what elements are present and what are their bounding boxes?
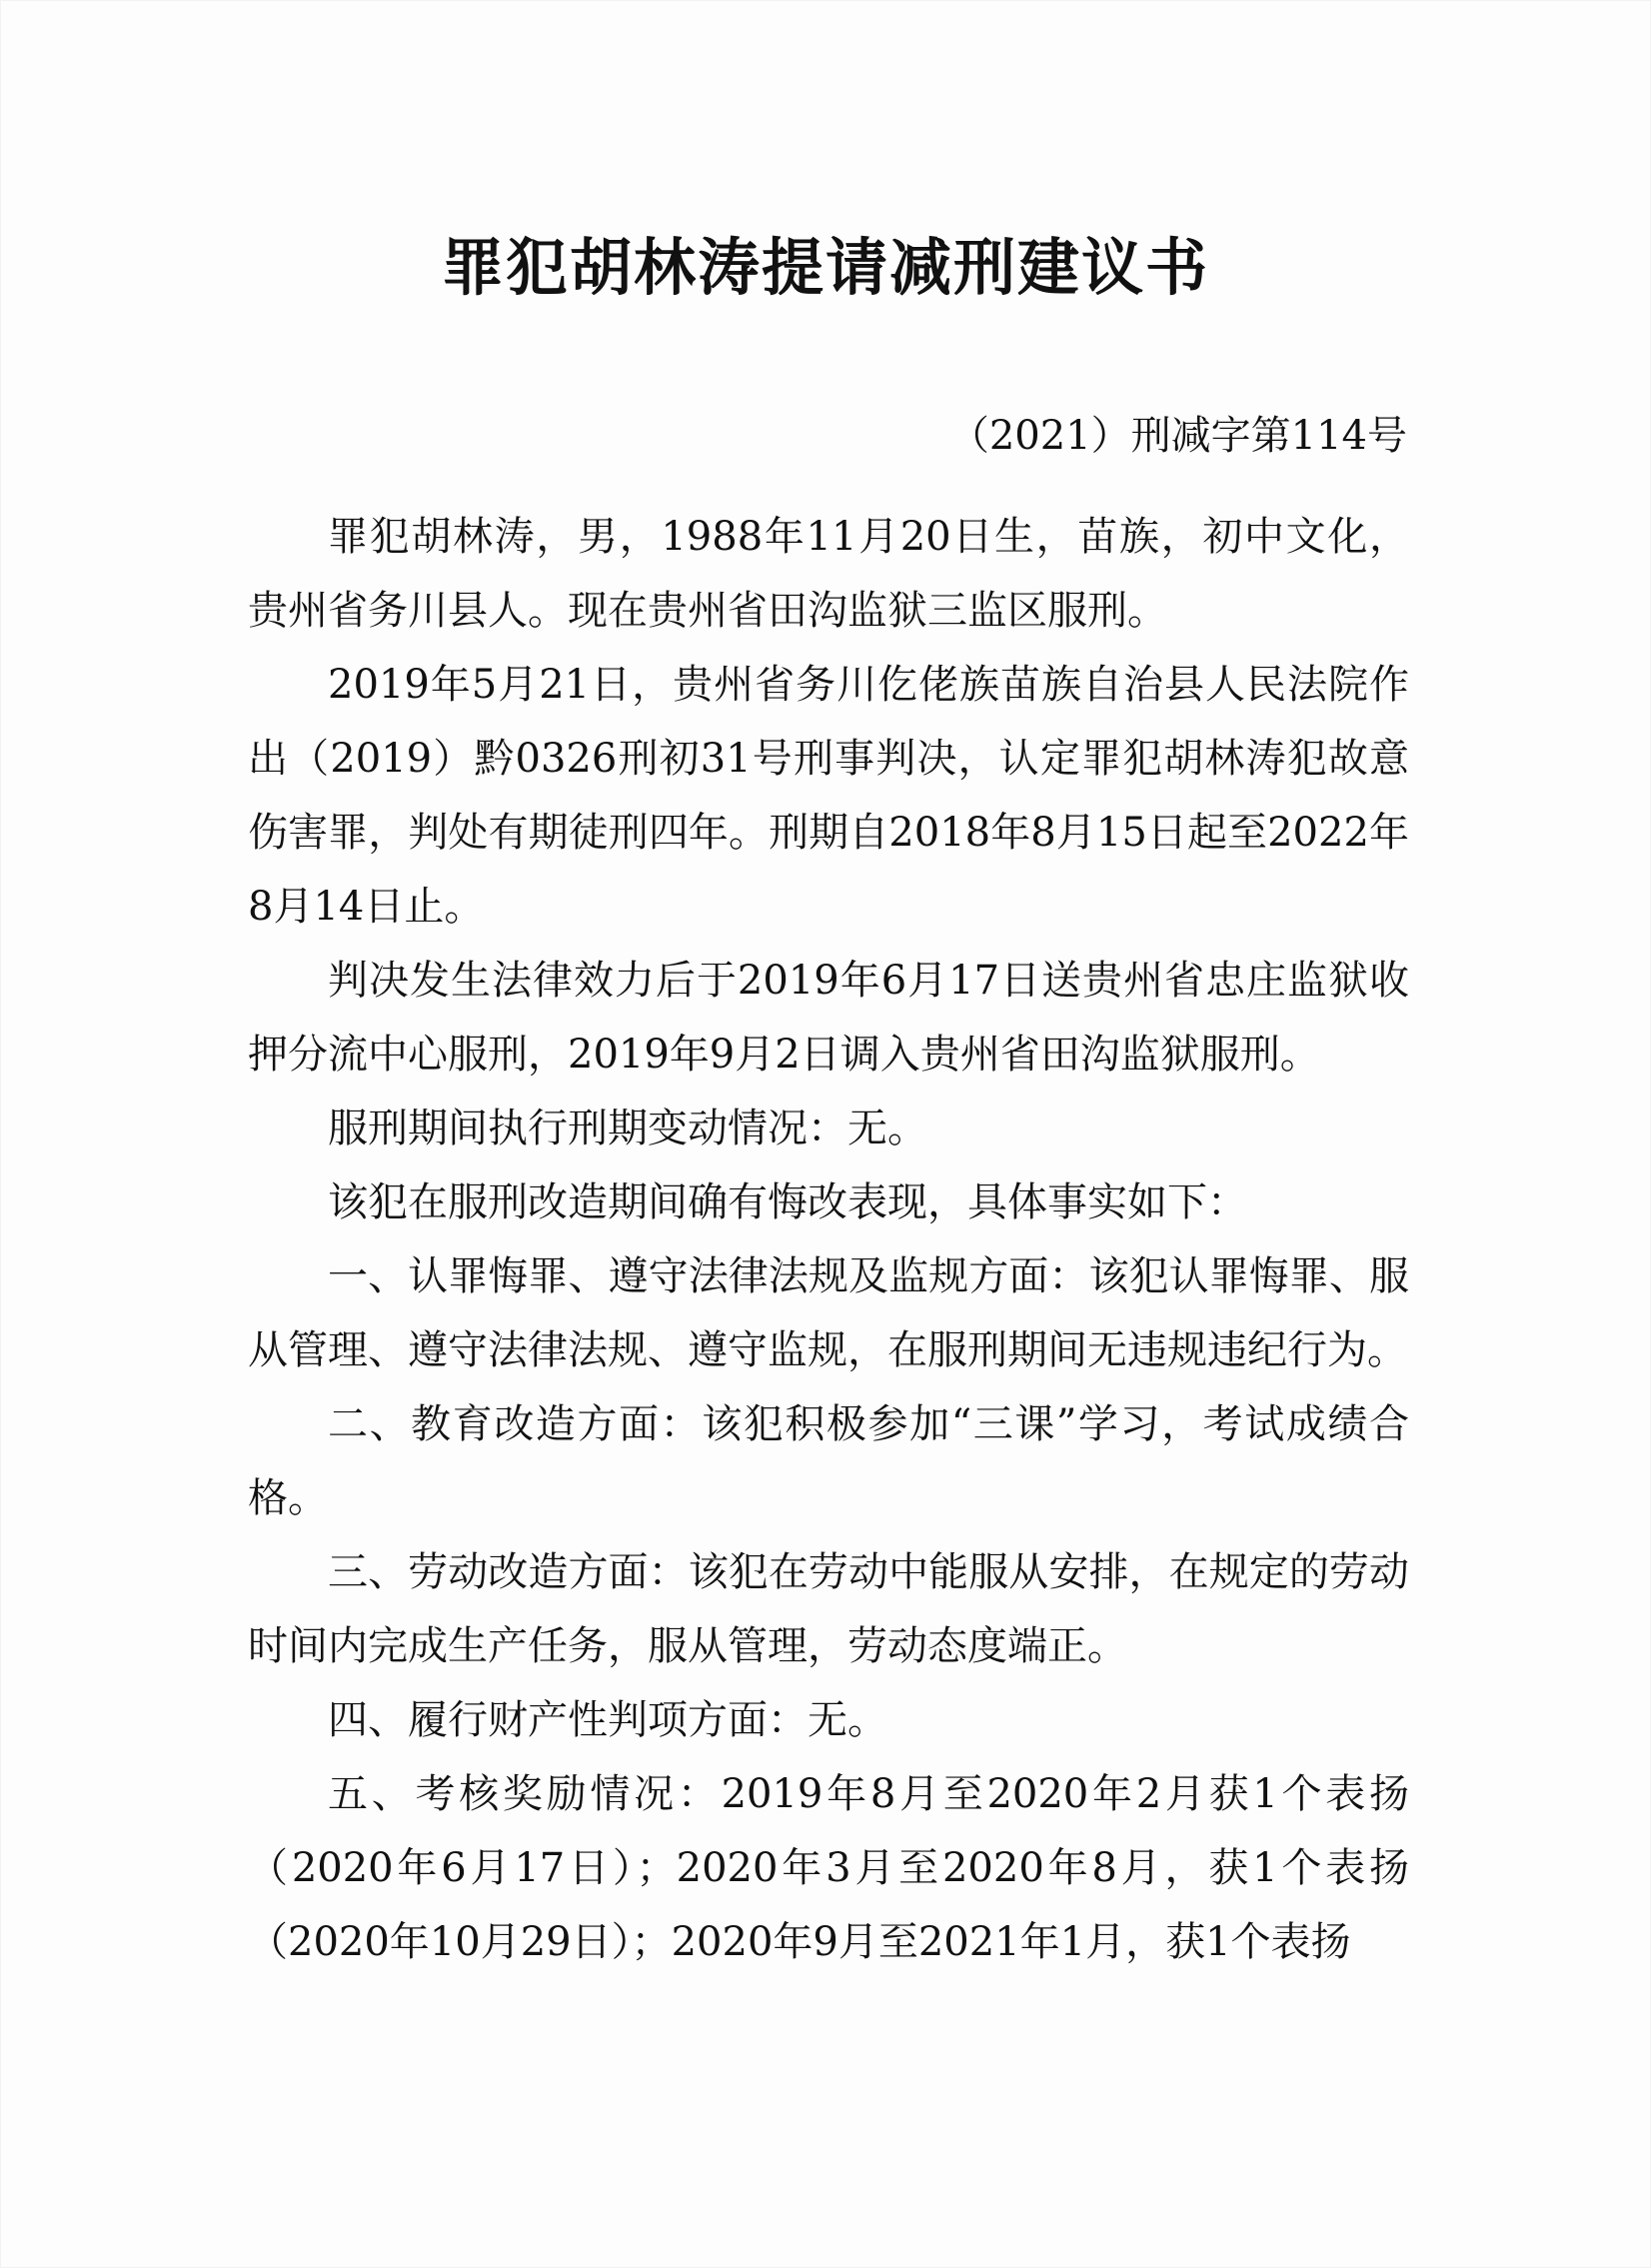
paragraph-education: 二、教育改造方面：该犯积极参加“三课”学习，考试成绩合格。 (248, 1401, 1409, 1521)
paragraph-law-abiding: 一、认罪悔罪、遵守法律法规及监规方面：该犯认罪悔罪、服从管理、遵守法律法规、遵守监规，在服刑期间无违规违纪行为。 (248, 1253, 1409, 1373)
paragraph-judgment: 2019年5月21日，贵州省务川仡佬族苗族自治县人民法院作出（2019）黔0326刑初31号刑事判决，认定罪犯胡林涛犯故意伤害罪，判处有期徒刑四年。刑期自2018年8月15日起至2022年8月14日止。 (248, 662, 1409, 930)
paragraph-facts-intro: 该犯在服刑改造期间确有悔改表现，具体事实如下： (328, 1179, 1247, 1225)
paragraph-sentence-changes: 服刑期间执行刑期变动情况：无。 (328, 1106, 927, 1151)
paragraph-rewards: 五、考核奖励情况：2019年8月至2020年2月获1个表扬（2020年6月17日）；2020年3月至2020年8月，获1个表扬（2020年10月29日）；2020年9月至2021年1月，获1个表扬 (248, 1771, 1409, 1965)
document-number: （2021）刑减字第114号 (948, 413, 1407, 459)
document-body (248, 500, 1409, 1979)
paragraph-labor: 三、劳动改造方面：该犯在劳动中能服从安排，在规定的劳动时间内完成生产任务，服从管理，劳动态度端正。 (248, 1549, 1409, 1669)
paragraph-transfer: 判决发生法律效力后于2019年6月17日送贵州省忠庄监狱收押分流中心服刑，2019年9月2日调入贵州省田沟监狱服刑。 (248, 958, 1409, 1078)
paragraph-personal-info: 罪犯胡林涛，男，1988年11月20日生，苗族，初中文化，贵州省务川县人。现在贵州省田沟监狱三监区服刑。 (248, 514, 1409, 634)
document-title: 罪犯胡林涛提请减刑建议书 (441, 231, 1209, 304)
paragraph-property: 四、履行财产性判项方面：无。 (328, 1697, 887, 1743)
